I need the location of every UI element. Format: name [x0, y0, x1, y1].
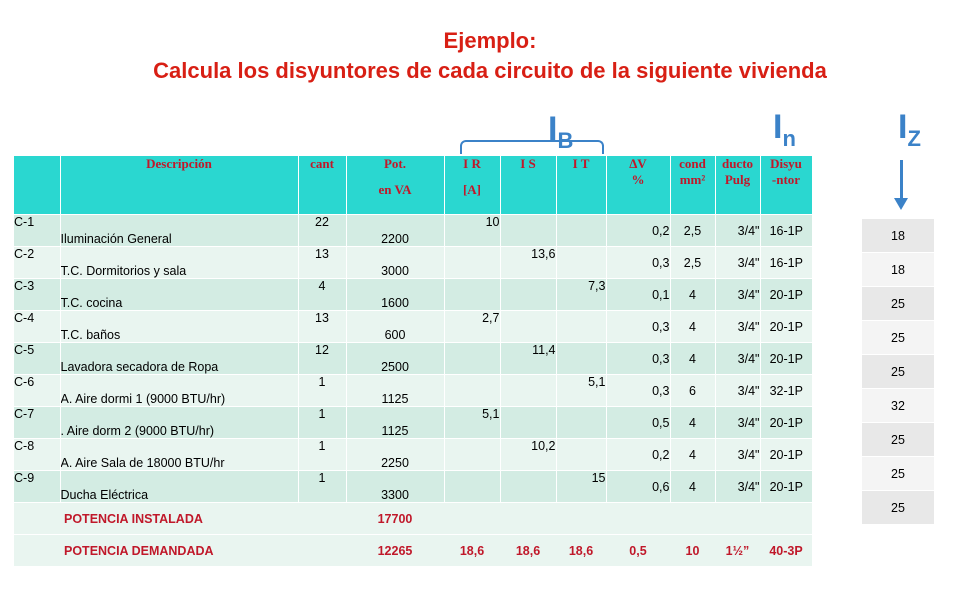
total-demandada-dv: 0,5 — [606, 535, 670, 567]
iz-row — [862, 423, 934, 457]
cell-cond: 4 — [670, 407, 715, 439]
table-row — [14, 311, 812, 343]
cell-ir — [444, 247, 500, 279]
header-it: I T — [556, 156, 606, 215]
iz-value: 25 — [862, 287, 934, 321]
total-instalada-pot: 17700 — [346, 503, 444, 535]
cell-ducto: 3/4" — [715, 375, 760, 407]
circuits-table — [14, 156, 813, 566]
cell-desc: A. Aire dormi 1 (9000 BTU/hr) — [60, 375, 298, 407]
iz-label — [898, 110, 921, 156]
ib-bracket — [460, 140, 604, 154]
cell-desc: T.C. Dormitorios y sala — [60, 247, 298, 279]
total-demandada-cond: 10 — [670, 535, 715, 567]
cell-cant: 13 — [298, 247, 346, 279]
cell-pot: 1600 — [346, 279, 444, 311]
cell-code: C-6 — [14, 375, 60, 407]
cell-code: C-2 — [14, 247, 60, 279]
table-row — [14, 343, 812, 375]
cell-desc: Lavadora secadora de Ropa — [60, 343, 298, 375]
ib-label — [548, 112, 573, 158]
cell-pot: 1125 — [346, 375, 444, 407]
cell-dv: 0,2 — [606, 215, 670, 247]
cell-desc: T.C. cocina — [60, 279, 298, 311]
cell-it — [556, 215, 606, 247]
iz-sub: Z — [907, 126, 921, 151]
iz-main: I — [898, 108, 908, 146]
cell-desc: A. Aire Sala de 18000 BTU/hr — [60, 439, 298, 471]
cell-ducto: 3/4" — [715, 279, 760, 311]
header-descripcion: Descripción — [60, 156, 298, 215]
table-row — [14, 407, 812, 439]
cell-it — [556, 311, 606, 343]
cell-cant: 4 — [298, 279, 346, 311]
table-row — [14, 279, 812, 311]
cell-desc: T.C. baños — [60, 311, 298, 343]
cell-cant: 1 — [298, 407, 346, 439]
title-line-2: Calcula los disyuntores de cada circuito de la siguiente vivienda — [153, 58, 827, 83]
table-row — [14, 439, 812, 471]
cell-dv: 0,3 — [606, 311, 670, 343]
cell-pot: 2500 — [346, 343, 444, 375]
cell-ir: 5,1 — [444, 407, 500, 439]
cell-cant: 12 — [298, 343, 346, 375]
cell-it: 15 — [556, 471, 606, 503]
cell-pot: 3300 — [346, 471, 444, 503]
total-demandada-it: 18,6 — [556, 535, 606, 567]
cell-code: C-1 — [14, 215, 60, 247]
cell-is: 11,4 — [500, 343, 556, 375]
table-header-row — [14, 156, 812, 215]
iz-value: 32 — [862, 389, 934, 423]
iz-row — [862, 355, 934, 389]
iz-value: 18 — [862, 219, 934, 253]
cell-ducto: 3/4" — [715, 311, 760, 343]
iz-arrow-line — [900, 160, 903, 200]
iz-row — [862, 253, 934, 287]
cell-code: C-5 — [14, 343, 60, 375]
cell-is — [500, 375, 556, 407]
cell-dv: 0,3 — [606, 247, 670, 279]
cell-ir: 2,7 — [444, 311, 500, 343]
cell-is — [500, 215, 556, 247]
cell-desc: Ducha Eléctrica — [60, 471, 298, 503]
cell-it — [556, 247, 606, 279]
iz-value: 25 — [862, 457, 934, 491]
header-ir: I R [A] — [444, 156, 500, 215]
iz-row — [862, 321, 934, 355]
cell-cond: 2,5 — [670, 247, 715, 279]
cell-is — [500, 407, 556, 439]
total-instalada-row — [14, 503, 812, 535]
iz-arrow-head — [894, 198, 908, 210]
total-demandada-label: POTENCIA DEMANDADA — [60, 535, 298, 567]
iz-row — [862, 219, 934, 253]
cell-disyu: 16-1P — [760, 247, 812, 279]
iz-row — [862, 389, 934, 423]
iz-value: 18 — [862, 253, 934, 287]
cell-it — [556, 407, 606, 439]
header-cond: cond mm² — [670, 156, 715, 215]
cell-it: 5,1 — [556, 375, 606, 407]
cell-dv: 0,3 — [606, 343, 670, 375]
cell-is — [500, 311, 556, 343]
cell-ducto: 3/4" — [715, 407, 760, 439]
cell-dv: 0,1 — [606, 279, 670, 311]
header-dv: ∆V % — [606, 156, 670, 215]
cell-disyu: 20-1P — [760, 407, 812, 439]
cell-ir — [444, 375, 500, 407]
cell-desc: Iluminación General — [60, 215, 298, 247]
cell-cond: 4 — [670, 311, 715, 343]
ib-sub: B — [557, 128, 574, 153]
cell-pot: 2200 — [346, 215, 444, 247]
cell-cant: 1 — [298, 471, 346, 503]
cell-cant: 1 — [298, 439, 346, 471]
cell-ir — [444, 343, 500, 375]
cell-ir — [444, 471, 500, 503]
cell-it — [556, 439, 606, 471]
cell-pot: 600 — [346, 311, 444, 343]
iz-value: 25 — [862, 321, 934, 355]
total-demandada-ducto: 1½” — [715, 535, 760, 567]
in-sub: n — [782, 126, 796, 151]
cell-cond: 6 — [670, 375, 715, 407]
table-row — [14, 375, 812, 407]
cell-ducto: 3/4" — [715, 215, 760, 247]
iz-table — [862, 218, 934, 524]
cell-ducto: 3/4" — [715, 343, 760, 375]
cell-disyu: 20-1P — [760, 311, 812, 343]
cell-ducto: 3/4" — [715, 471, 760, 503]
header-disyu: Disyu -ntor — [760, 156, 812, 215]
table-row — [14, 471, 812, 503]
header-pot: Pot. en VA — [346, 156, 444, 215]
cell-is: 10,2 — [500, 439, 556, 471]
iz-row — [862, 287, 934, 321]
in-main: I — [773, 108, 783, 146]
cell-code: C-9 — [14, 471, 60, 503]
cell-desc: . Aire dorm 2 (9000 BTU/hr) — [60, 407, 298, 439]
iz-row — [862, 457, 934, 491]
cell-cond: 4 — [670, 471, 715, 503]
cell-is — [500, 279, 556, 311]
cell-dv: 0,3 — [606, 375, 670, 407]
cell-dv: 0,2 — [606, 439, 670, 471]
cell-pot: 1125 — [346, 407, 444, 439]
iz-value: 25 — [862, 355, 934, 389]
cell-ir — [444, 439, 500, 471]
cell-it: 7,3 — [556, 279, 606, 311]
cell-disyu: 20-1P — [760, 439, 812, 471]
cell-code: C-8 — [14, 439, 60, 471]
cell-disyu: 20-1P — [760, 279, 812, 311]
cell-ir — [444, 279, 500, 311]
total-demandada-pot: 12265 — [346, 535, 444, 567]
in-label — [773, 110, 796, 156]
cell-ducto: 3/4" — [715, 247, 760, 279]
cell-cond: 4 — [670, 439, 715, 471]
cell-cant: 22 — [298, 215, 346, 247]
cell-dv: 0,5 — [606, 407, 670, 439]
cell-ducto: 3/4" — [715, 439, 760, 471]
header-code — [14, 156, 60, 215]
table-row — [14, 247, 812, 279]
cell-cant: 1 — [298, 375, 346, 407]
cell-pot: 3000 — [346, 247, 444, 279]
total-demandada-disyu: 40-3P — [760, 535, 812, 567]
cell-is: 13,6 — [500, 247, 556, 279]
iz-row — [862, 491, 934, 525]
cell-cond: 2,5 — [670, 215, 715, 247]
ib-main: I — [548, 110, 558, 148]
title-line-1: Ejemplo: — [443, 28, 537, 53]
cell-pot: 2250 — [346, 439, 444, 471]
cell-code: C-7 — [14, 407, 60, 439]
cell-disyu: 16-1P — [760, 215, 812, 247]
cell-dv: 0,6 — [606, 471, 670, 503]
iz-value: 25 — [862, 491, 934, 525]
total-demandada-row — [14, 535, 812, 567]
table-row — [14, 215, 812, 247]
cell-cond: 4 — [670, 343, 715, 375]
header-cant: cant — [298, 156, 346, 215]
iz-value: 25 — [862, 423, 934, 457]
cell-cond: 4 — [670, 279, 715, 311]
cell-disyu: 20-1P — [760, 343, 812, 375]
total-demandada-is: 18,6 — [500, 535, 556, 567]
cell-disyu: 20-1P — [760, 471, 812, 503]
total-instalada-label: POTENCIA INSTALADA — [60, 503, 298, 535]
cell-disyu: 32-1P — [760, 375, 812, 407]
header-ducto: ducto Pulg — [715, 156, 760, 215]
cell-is — [500, 471, 556, 503]
cell-code: C-3 — [14, 279, 60, 311]
cell-ir: 10 — [444, 215, 500, 247]
cell-cant: 13 — [298, 311, 346, 343]
total-demandada-ir: 18,6 — [444, 535, 500, 567]
cell-it — [556, 343, 606, 375]
cell-code: C-4 — [14, 311, 60, 343]
header-is: I S — [500, 156, 556, 215]
